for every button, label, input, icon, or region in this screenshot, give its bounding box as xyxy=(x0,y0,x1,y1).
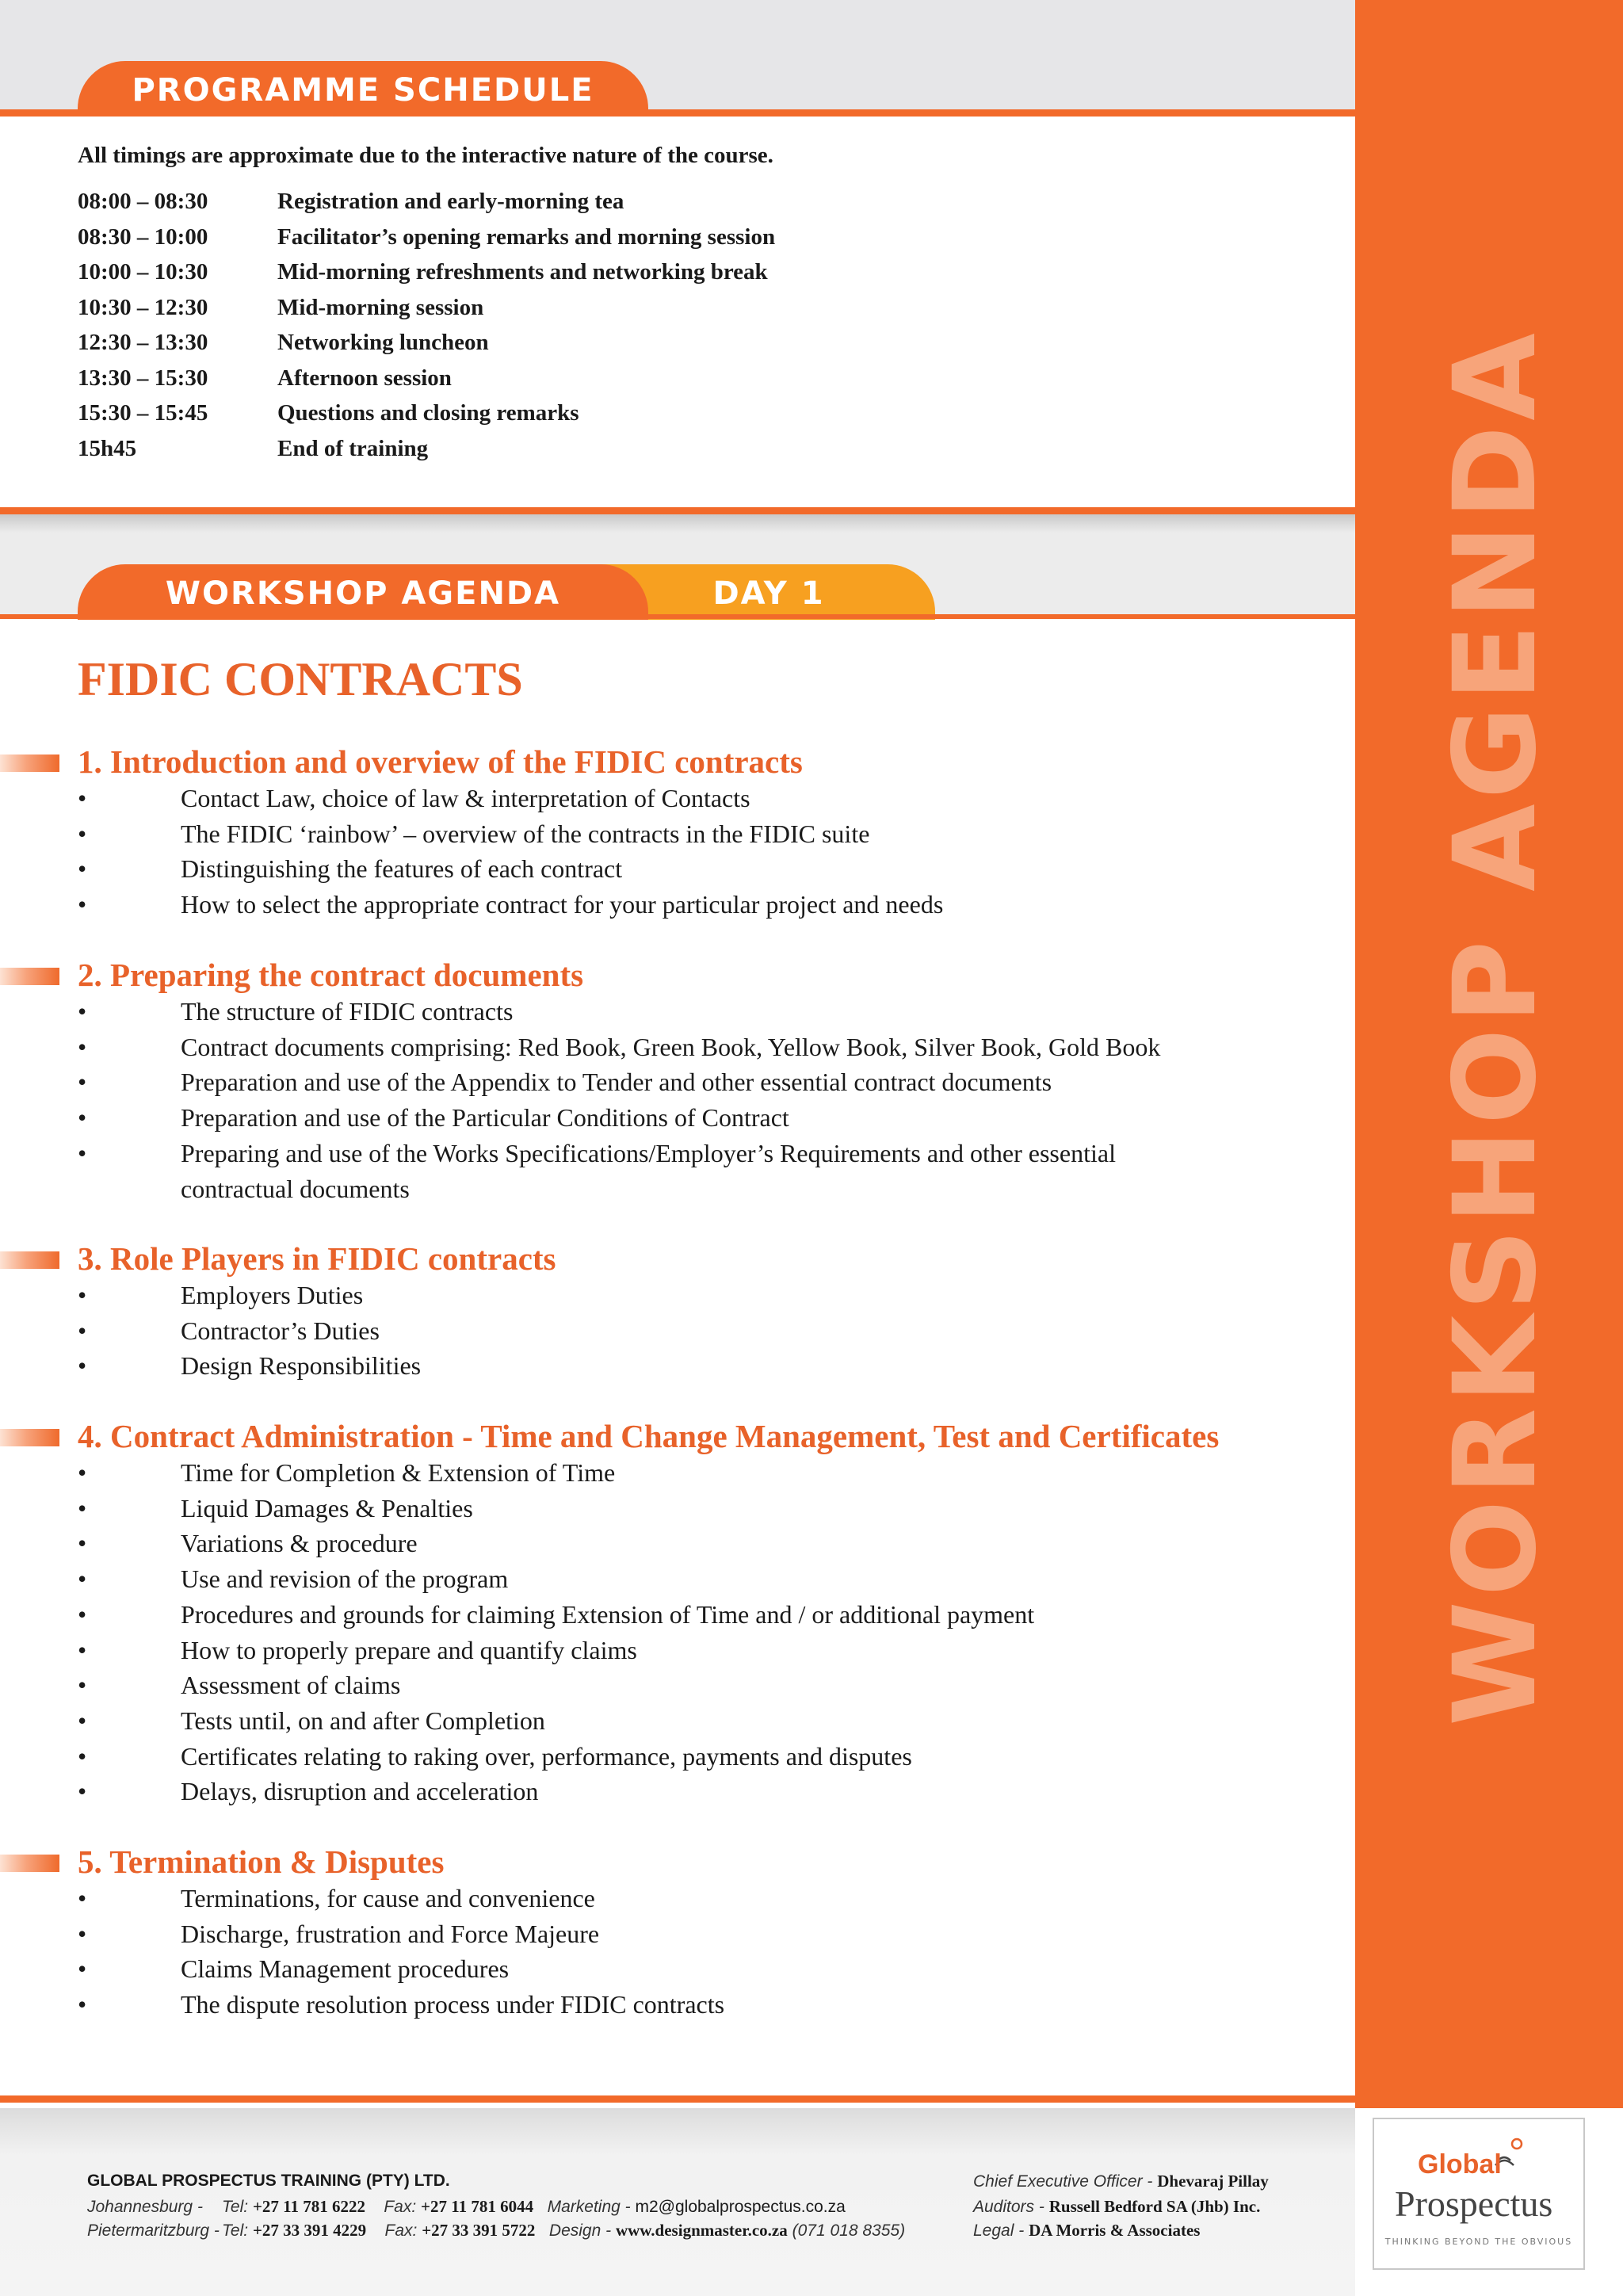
schedule-time: 10:30 – 12:30 xyxy=(78,294,208,320)
design-url[interactable]: www.designmaster.co.za xyxy=(615,2221,788,2240)
footer-ceo xyxy=(973,2172,1269,2191)
bullet-icon: • xyxy=(78,1316,87,1345)
schedule-item: Networking luncheon xyxy=(277,330,489,355)
agenda-item-text: The dispute resolution process under FIDIC contracts xyxy=(181,1990,725,2019)
footer-jhb-row xyxy=(87,2197,846,2217)
schedule-time: 08:00 – 08:30 xyxy=(78,189,208,214)
bullet-icon: • xyxy=(78,1493,87,1522)
schedule-row xyxy=(78,254,768,289)
section-heading: 1. Introduction and overview of the FIDIC contracts xyxy=(78,743,803,780)
bullet-icon: • xyxy=(78,1884,87,1912)
agenda-item-text: Preparing and use of the Works Specifications/Employer’s Requirements and other essential xyxy=(181,1138,1116,1167)
agenda-item-text: Contact Law, choice of law & interpretation of Contacts xyxy=(181,784,750,812)
section-heading: 2. Preparing the contract documents xyxy=(78,957,584,993)
day-tab: DAY 1 xyxy=(555,564,935,620)
logo-prospectus: Prospectus xyxy=(1395,2183,1553,2224)
jhb-fax: +27 11 781 6044 xyxy=(421,2197,534,2216)
schedule-item: Registration and early-morning tea xyxy=(277,189,624,214)
section-heading: 5. Termination & Disputes xyxy=(78,1843,445,1880)
agenda-item-text: How to select the appropriate contract for your particular project and needs xyxy=(181,890,944,919)
bullet-icon: • xyxy=(78,1919,87,1948)
bullet-icon: • xyxy=(78,784,87,812)
jhb-tel-label: Tel: xyxy=(222,2198,249,2216)
logo-global: Global xyxy=(1418,2149,1502,2179)
section-marker xyxy=(0,968,59,985)
bullet-icon: • xyxy=(78,1458,87,1487)
sidebar-vertical-title: WORKSHOP AGENDA xyxy=(1429,328,1561,1726)
agenda-item-text: Delays, disruption and acceleration xyxy=(181,1777,539,1806)
agenda-item-text: How to properly prepare and quantify claims xyxy=(181,1635,637,1664)
schedule-bottom-rule xyxy=(0,507,1355,514)
agenda-item-text: The FIDIC ‘rainbow’ – overview of the contracts in the FIDIC suite xyxy=(181,819,870,848)
footer-legal xyxy=(973,2221,1200,2241)
schedule-item: Questions and closing remarks xyxy=(277,400,579,426)
agenda-item-text: Preparation and use of the Particular Conditions of Contract xyxy=(181,1103,789,1133)
agenda-item-text: Certificates relating to raking over, performance, payments and disputes xyxy=(181,1741,912,1771)
agenda-item-text: Claims Management procedures xyxy=(181,1954,510,1984)
agenda-item-text: Contract documents comprising: Red Book, Green Book, Yellow Book, Silver Book, Gold Book xyxy=(181,1032,1161,1061)
bullet-icon: • xyxy=(78,1706,87,1735)
schedule-time: 13:30 – 15:30 xyxy=(78,365,208,391)
schedule-item: Facilitator’s opening remarks and morning session xyxy=(277,223,776,250)
bullet-icon: • xyxy=(78,1954,87,1984)
agenda-title: FIDIC CONTRACTS xyxy=(78,653,523,705)
schedule-time: 08:30 – 10:00 xyxy=(78,223,208,250)
bullet-icon: • xyxy=(78,1103,87,1133)
footer-company: GLOBAL PROSPECTUS TRAINING (PTY) LTD. xyxy=(87,2172,450,2190)
section-heading: 4. Contract Administration - Time and Change Management, Test and Certificates xyxy=(78,1418,1220,1454)
agenda-item-text: Contractor’s Duties xyxy=(181,1316,380,1345)
agenda-item-text: Employers Duties xyxy=(181,1281,364,1309)
pmb-city: Pietermaritzburg - xyxy=(87,2222,220,2240)
bullet-icon: • xyxy=(78,1068,87,1097)
section-marker xyxy=(0,1429,59,1446)
schedule-row xyxy=(78,184,624,219)
workshop-agenda-tab: WORKSHOP AGENDA xyxy=(78,564,648,620)
agenda-item-text: Terminations, for cause and convenience xyxy=(181,1884,595,1912)
agenda-item-text: Distinguishing the features of each contract xyxy=(181,854,623,884)
agenda-bottom-rule xyxy=(0,2095,1355,2103)
agenda-item-text: Procedures and grounds for claiming Extension of Time and / or additional payment xyxy=(181,1599,1035,1629)
agenda-item-text: Assessment of claims xyxy=(181,1671,401,1700)
agenda-item-text: Variations & procedure xyxy=(181,1529,418,1558)
agenda-item-text: Liquid Damages & Penalties xyxy=(181,1493,473,1522)
ceo-name: Dhevaraj Pillay xyxy=(1157,2172,1269,2191)
agenda-item-text: Discharge, frustration and Force Majeure xyxy=(181,1919,600,1948)
schedule-row xyxy=(78,431,428,466)
bullet-icon: • xyxy=(78,819,87,848)
schedule-row xyxy=(78,220,775,254)
schedule-time: 12:30 – 13:30 xyxy=(78,330,208,355)
section-marker xyxy=(0,1855,59,1872)
section-heading: 3. Role Players in FIDIC contracts xyxy=(78,1240,556,1277)
auditors-label: Auditors - xyxy=(973,2198,1044,2216)
bullet-icon: • xyxy=(78,1741,87,1771)
agenda-item-text: contractual documents xyxy=(181,1174,410,1203)
schedule-item: Mid-morning refreshments and networking break xyxy=(277,259,768,285)
design-label: Design - xyxy=(548,2222,612,2240)
schedule-item: Afternoon session xyxy=(277,365,452,391)
pmb-fax-label: Fax: xyxy=(384,2222,418,2240)
schedule-row xyxy=(78,290,483,325)
agenda-item-text: Preparation and use of the Appendix to Tender and other essential contract documents xyxy=(181,1068,1052,1097)
bullet-icon: • xyxy=(78,1564,87,1594)
agenda-item-text: Use and revision of the program xyxy=(181,1564,509,1594)
legal-label: Legal - xyxy=(973,2222,1025,2240)
jhb-city: Johannesburg - xyxy=(87,2198,203,2216)
bullet-icon: • xyxy=(78,1529,87,1558)
auditors-name: Russell Bedford SA (Jhb) Inc. xyxy=(1048,2197,1261,2216)
schedule-item: Mid-morning session xyxy=(277,294,484,320)
agenda-item-text: The structure of FIDIC contracts xyxy=(181,997,514,1026)
bullet-icon: • xyxy=(78,890,87,919)
company-logo xyxy=(1373,2118,1585,2270)
bullet-icon: • xyxy=(78,1777,87,1806)
logo-tagline: THINKING BEYOND THE OBVIOUS xyxy=(1384,2237,1573,2247)
bullet-icon: • xyxy=(78,1138,87,1167)
bullet-icon: • xyxy=(78,854,87,884)
bullet-icon: • xyxy=(78,1281,87,1309)
schedule-time: 15:30 – 15:45 xyxy=(78,400,208,426)
programme-schedule-tab: PROGRAMME SCHEDULE xyxy=(78,61,648,117)
marketing-label: Marketing - xyxy=(547,2198,631,2216)
bullet-icon: • xyxy=(78,997,87,1026)
bullet-icon: • xyxy=(78,1599,87,1629)
schedule-row xyxy=(78,325,489,360)
legal-name: DA Morris & Associates xyxy=(1029,2221,1201,2240)
agenda-item-text: Time for Completion & Extension of Time xyxy=(181,1458,616,1487)
schedule-row xyxy=(78,395,579,430)
jhb-fax-label: Fax: xyxy=(384,2198,417,2216)
agenda-item-text: Tests until, on and after Completion xyxy=(181,1706,545,1735)
design-phone: (071 018 8355) xyxy=(792,2222,906,2240)
schedule-row xyxy=(78,361,452,395)
agenda-top-rule xyxy=(0,614,1355,619)
bullet-icon: • xyxy=(78,1032,87,1061)
ceo-label: Chief Executive Officer - xyxy=(973,2172,1153,2191)
bullet-icon: • xyxy=(78,1671,87,1700)
footer-pmb-row xyxy=(87,2221,905,2241)
jhb-tel[interactable]: +27 11 781 6222 xyxy=(252,2197,365,2216)
section-marker xyxy=(0,1251,59,1269)
bullet-icon: • xyxy=(78,1635,87,1664)
schedule-top-rule xyxy=(0,109,1355,117)
schedule-item: End of training xyxy=(277,435,429,461)
schedule-time: 15h45 xyxy=(78,435,137,461)
bullet-icon: • xyxy=(78,1351,87,1381)
bullet-icon: • xyxy=(78,1990,87,2019)
schedule-time: 10:00 – 10:30 xyxy=(78,259,208,285)
marketing-email[interactable]: m2@globalprospectus.co.za xyxy=(635,2198,846,2216)
pmb-tel-label: Tel: xyxy=(222,2222,249,2240)
pmb-fax: +27 33 391 5722 xyxy=(422,2221,536,2240)
pmb-tel[interactable]: +27 33 391 4229 xyxy=(252,2221,367,2240)
agenda-item-text: Design Responsibilities xyxy=(181,1351,422,1381)
footer-auditors xyxy=(973,2197,1260,2217)
section-marker xyxy=(0,755,59,772)
schedule-note: All timings are approximate due to the interactive nature of the course. xyxy=(78,143,773,168)
